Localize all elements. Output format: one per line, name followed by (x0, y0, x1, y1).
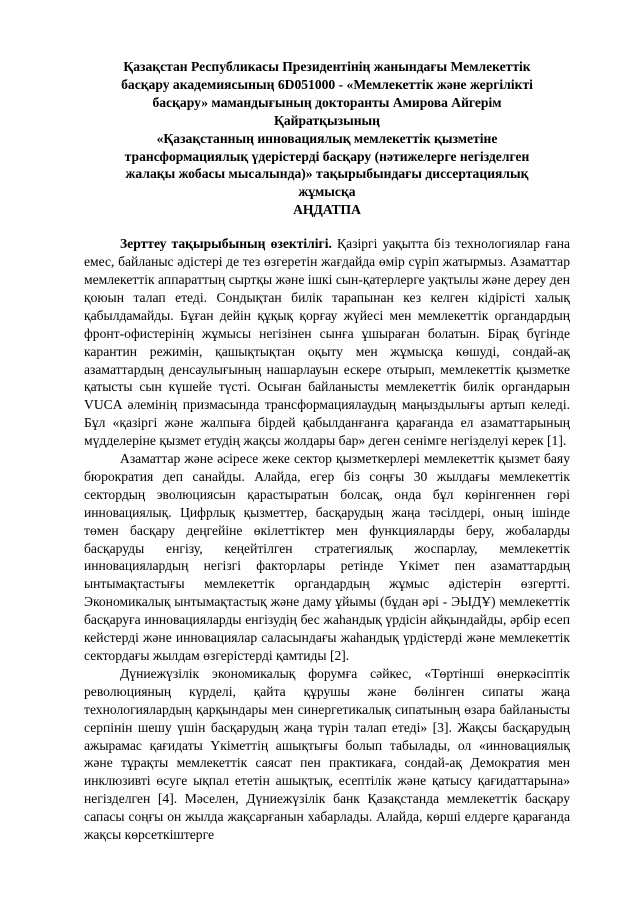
title-line: басқару» мамандығының докторанты Амирова Айгерім (152, 94, 502, 110)
paragraph-bureaucracy (84, 450, 570, 665)
title-line: Қазақстан Республикасы Президентінің жанындағы Мемлекеттік (123, 59, 531, 74)
paragraph-lead: Зерттеу тақырыбының өзектілігі. (120, 236, 332, 252)
paragraph-relevance (84, 235, 570, 450)
paragraph-text: Қазіргі уақытта біз технологиялар ғана емес, байланыс әдістері де тез өзгеретін жағдайда өмір сүріп жатырмыз. Азаматтар мемлекеттік аппараттың сыртқы және ішкі сын-қатерлерге уақтылы және дереу ден қоюын талап етеді. Сондықтан билік тарапынан кез келген кідірісті халық қабылдамайды. Бұған дейін құқық қорғау жүйесі мен мемлекеттік органдардың фронт-офистерінің жұмысы негізінен сынға ұшыраған болатын. Бірақ бүгінде карантин режимін, қашықтықтан оқыту мен жұмысқа көшуді, сондай-ақ азаматтардың денсаулығының нашарлауын ескере отырып, мемлекеттік қызметке қатысты сын күшейе түсті. Осыған байланысты мемлекеттік билік органдарын VUCA әлемінің призмасында трансформациялаудың маңыздылығы артып келеді. Бұл «қазіргі және жалпыға бірдей қабылданғанға қарағанда ел азаматтарының мүдделеріне қызмет етудің жақсы жолдары бар» деген сенімге негізделуі керек [1]. (84, 236, 570, 449)
title-line: трансформациялық үдерістерді басқару (нәтижелерге негізделген (124, 148, 530, 164)
paragraph-text: Азаматтар және әсіресе жеке сектор қызметкерлері мемлекеттік қызмет баяу бюрократия деп санайды. Алайда, егер біз соңғы 30 жылдағы мемлекеттік сектордың эволюциясын қарастыратын болсақ, онда бұл көрінгеннен гөрі инновациялық. Цифрлық қызметтер, басқарудың жаңа тәсілдері, оның ішінде төмен басқару деңгейіне өкілеттіктер мен функцияларды беру, жобаларды басқаруды енгізу, кеңейтілген стратегиялық жоспарлау, мемлекеттік инновациялардың негізгі факторлары ретінде Үкімет пен азаматтардың ынтымақтастығы мемлекеттік органдардың жұмыс әдістерін өзгертті. Экономикалық ынтымақтастық және даму ұйымы (бұдан әрі - ЭЫДҰ) мемлекеттік басқаруға инновацияларды енгізудің бес жаһандық үрдісін айқындайды, әрбір есеп кейстерді және инновациялар саласындағы жаһандық үрдістерді және мемлекеттік сектордағы жылдам өзгерістерді қамтиды [2]. (84, 451, 570, 663)
paragraph-wef (84, 665, 570, 844)
title-line: Қайратқызының (274, 112, 380, 128)
document-title (84, 58, 570, 219)
abstract-heading: АҢДАТПА (293, 202, 361, 218)
title-line: басқару академиясының 6D051000 - «Мемлекеттік және жергілікті (121, 76, 533, 92)
title-line: жұмысқа (298, 184, 356, 200)
paragraph-text: Дүниежүзілік экономикалық форумға сәйкес, «Төртінші өнеркәсіптік революцияның күрделі, қайта құрушы және бөлінген сипаты жаңа технологиялардың қарқындары мен синергетикалық сипатының өзара байланысты серпінін шешу үшін басқарудың жаңа түрін талап етеді» [3]. Жақсы басқарудың ажырамас қағидаты Үкіметтің ашықтығы болып табылады, ол «инновациялық және тұрақты мемлекеттік саясат пен практикаға, сондай-ақ Демократия мен инклюзивті өсуге ықпал ететін ашықтық, есептілік және қатысу қағидаттарына» негізделген [4]. Мәселен, Дүниежүзілік банк Қазақстанда мемлекеттік басқару сапасы соңғы он жылда жақсарғанын хабарлады. Алайда, көрші елдерге қарағанда жақсы көрсеткіштерге (84, 665, 570, 843)
title-line: жалақы жобасы мысалында)» тақырыбындағы диссертациялық (125, 166, 529, 182)
title-line: «Қазақстанның инновациялық мемлекеттік қызметіне (156, 130, 498, 146)
